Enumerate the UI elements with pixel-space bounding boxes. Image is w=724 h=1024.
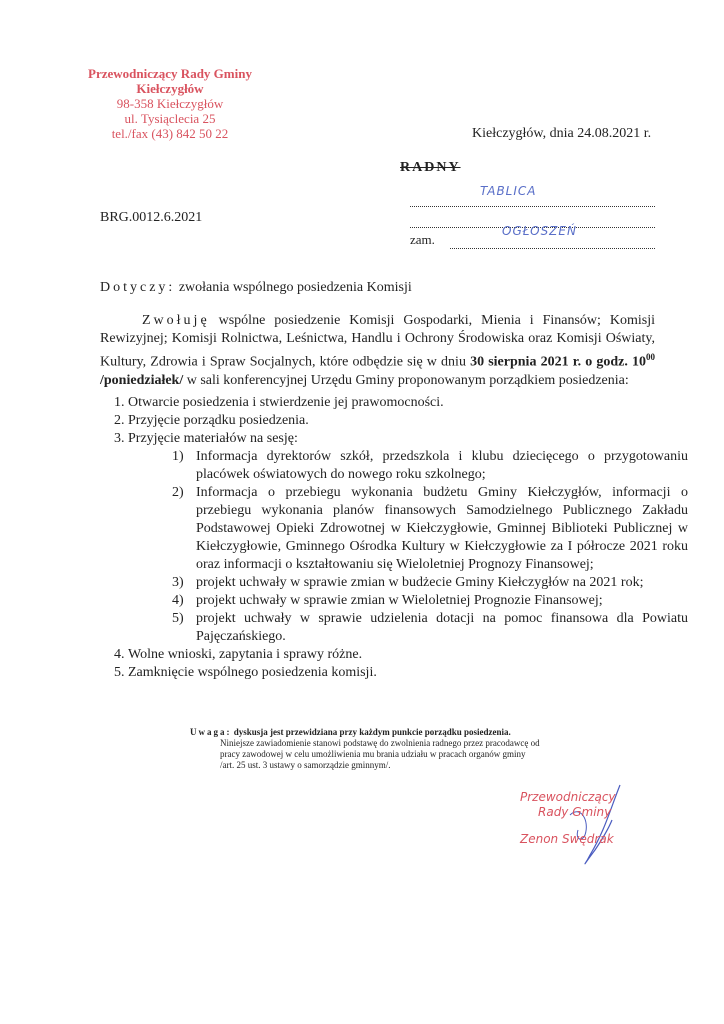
footnote [190, 727, 540, 771]
zam-label: zam. [410, 232, 435, 247]
agenda-subitem [172, 574, 688, 592]
agenda-item-1: 1. Otwarcie posiedzenia i stwierdzenie jej prawomocności. [128, 394, 688, 412]
subject-label: Dotyczy: [100, 280, 176, 295]
address-line-3 [410, 224, 655, 249]
signature-name: Zenon Swędrak [520, 832, 614, 846]
recipient-heading: RADNY [400, 160, 461, 175]
body-text-1: wspólne posiedzenie Komisji Gospodarki, Mienia i Finansów; Komisji Rewizyjnej; Komisji Rolnictwa, Leśnictwa, Handlu i Ochrony Środowiska oraz Komisji Oświaty, Kultury, Zdrowia i Spraw Socjalnych, które odbędzie się w dniu [100, 313, 656, 370]
subitem-text: Informacja o przebiegu wykonania budżetu Gminy Kiełczygłów, informacji o przebiegu wykonania planów finansowych Samodzielnego Publicznego Zakładu Podstawowej Opieki Zdrowotnej w Kiełczygłowie, Gminnej Biblioteki Publicznej w Kiełczygłowie, Gminnego Ośrodka Kultury w Kiełczygłowie za I półrocze 2021 roku oraz informacji o kształtowaniu się Wieloletniej Prognozy Finansowej; [196, 485, 688, 572]
body-text-2: w sali konferencyjnej Urzędu Gminy proponowanym porządkiem posiedzenia: [186, 372, 629, 388]
subitem-text: Informacja dyrektorów szkół, przedszkola i klubu dziecięcego o przygotowaniu placówek oświatowych do nowego roku szkolnego; [196, 449, 688, 482]
agenda-item-2: 2. Przyjęcie porządku posiedzenia. [128, 412, 688, 430]
agenda-item-4: 4. Wolne wnioski, zapytania i sprawy różne. [128, 646, 688, 664]
meeting-date: 30 sierpnia 2021 r. o godz. 10 [470, 354, 647, 370]
agenda-item-5: 5. Zamknięcie wspólnego posiedzenia komisji. [128, 664, 688, 682]
stamp-phone: tel./fax (43) 842 50 22 [111, 126, 229, 141]
agenda-subitem [172, 592, 688, 610]
subitem-text: projekt uchwały w sprawie zmian w Wieloletniej Prognozie Finansowej; [196, 593, 603, 608]
footnote-head-text: dyskusja jest przewidziana przy każdym punkcie porządku posiedzenia. [233, 727, 511, 737]
body-paragraph [100, 312, 655, 390]
footnote-head [190, 727, 540, 738]
handwritten-ogloszen: OGŁOSZEŃ [502, 224, 577, 238]
subitem-number: 3) [172, 575, 184, 590]
body-verb: Zwołuję [142, 313, 210, 328]
subitem-number: 2) [172, 485, 184, 500]
recipient-address-block [410, 184, 655, 251]
subject-line [100, 280, 412, 296]
agenda-subitem [172, 610, 688, 646]
agenda-item-3-text: Przyjęcie materiałów na sesję: [128, 431, 298, 446]
meeting-day: /poniedziałek/ [100, 372, 184, 388]
subitem-number: 1) [172, 449, 184, 464]
subitem-number: 4) [172, 593, 184, 608]
agenda-list [100, 394, 688, 682]
subject-text: zwołania wspólnego posiedzenia Komisji [178, 280, 412, 295]
subitem-text: projekt uchwały w sprawie zmian w budżecie Gminy Kiełczygłów na 2021 rok; [196, 575, 644, 590]
footnote-body: Niniejsze zawiadomienie stanowi podstawę do zwolnienia radnego przez pracodawcę od pracy zawodowej w celu umożliwienia mu brania udziału w pracach organów gminy /art. 25 ust. 3 ustawy o samorządzie gminnym/. [220, 738, 540, 770]
signature-block [520, 790, 660, 847]
stamp-street: ul. Tysiąclecia 25 [124, 111, 216, 126]
address-line-1 [410, 184, 655, 207]
subitem-number: 5) [172, 611, 184, 626]
footnote-label: Uwaga: [190, 727, 232, 737]
agenda-sublist [128, 448, 688, 646]
agenda-subitem [172, 448, 688, 484]
signature-title: Przewodniczący [520, 790, 616, 804]
office-stamp [60, 66, 280, 141]
reference-number: BRG.0012.6.2021 [100, 210, 203, 225]
signature-council: Rady Gminy [538, 805, 612, 819]
stamp-title: Przewodniczący Rady Gminy [88, 66, 252, 81]
stamp-postcode: 98-358 Kiełczygłów [116, 96, 224, 111]
subitem-text: projekt uchwały w sprawie udzielenia dotacji na pomoc finansowa dla Powiatu Pajęczańskiego. [196, 611, 688, 644]
meeting-time-minutes: 00 [646, 352, 656, 362]
agenda-item-3 [128, 430, 688, 646]
handwritten-tablica: TABLICA [480, 184, 537, 198]
agenda-subitem [172, 484, 688, 574]
stamp-municipality: Kiełczygłów [136, 81, 204, 96]
document-date: Kiełczygłów, dnia 24.08.2021 r. [472, 126, 652, 141]
